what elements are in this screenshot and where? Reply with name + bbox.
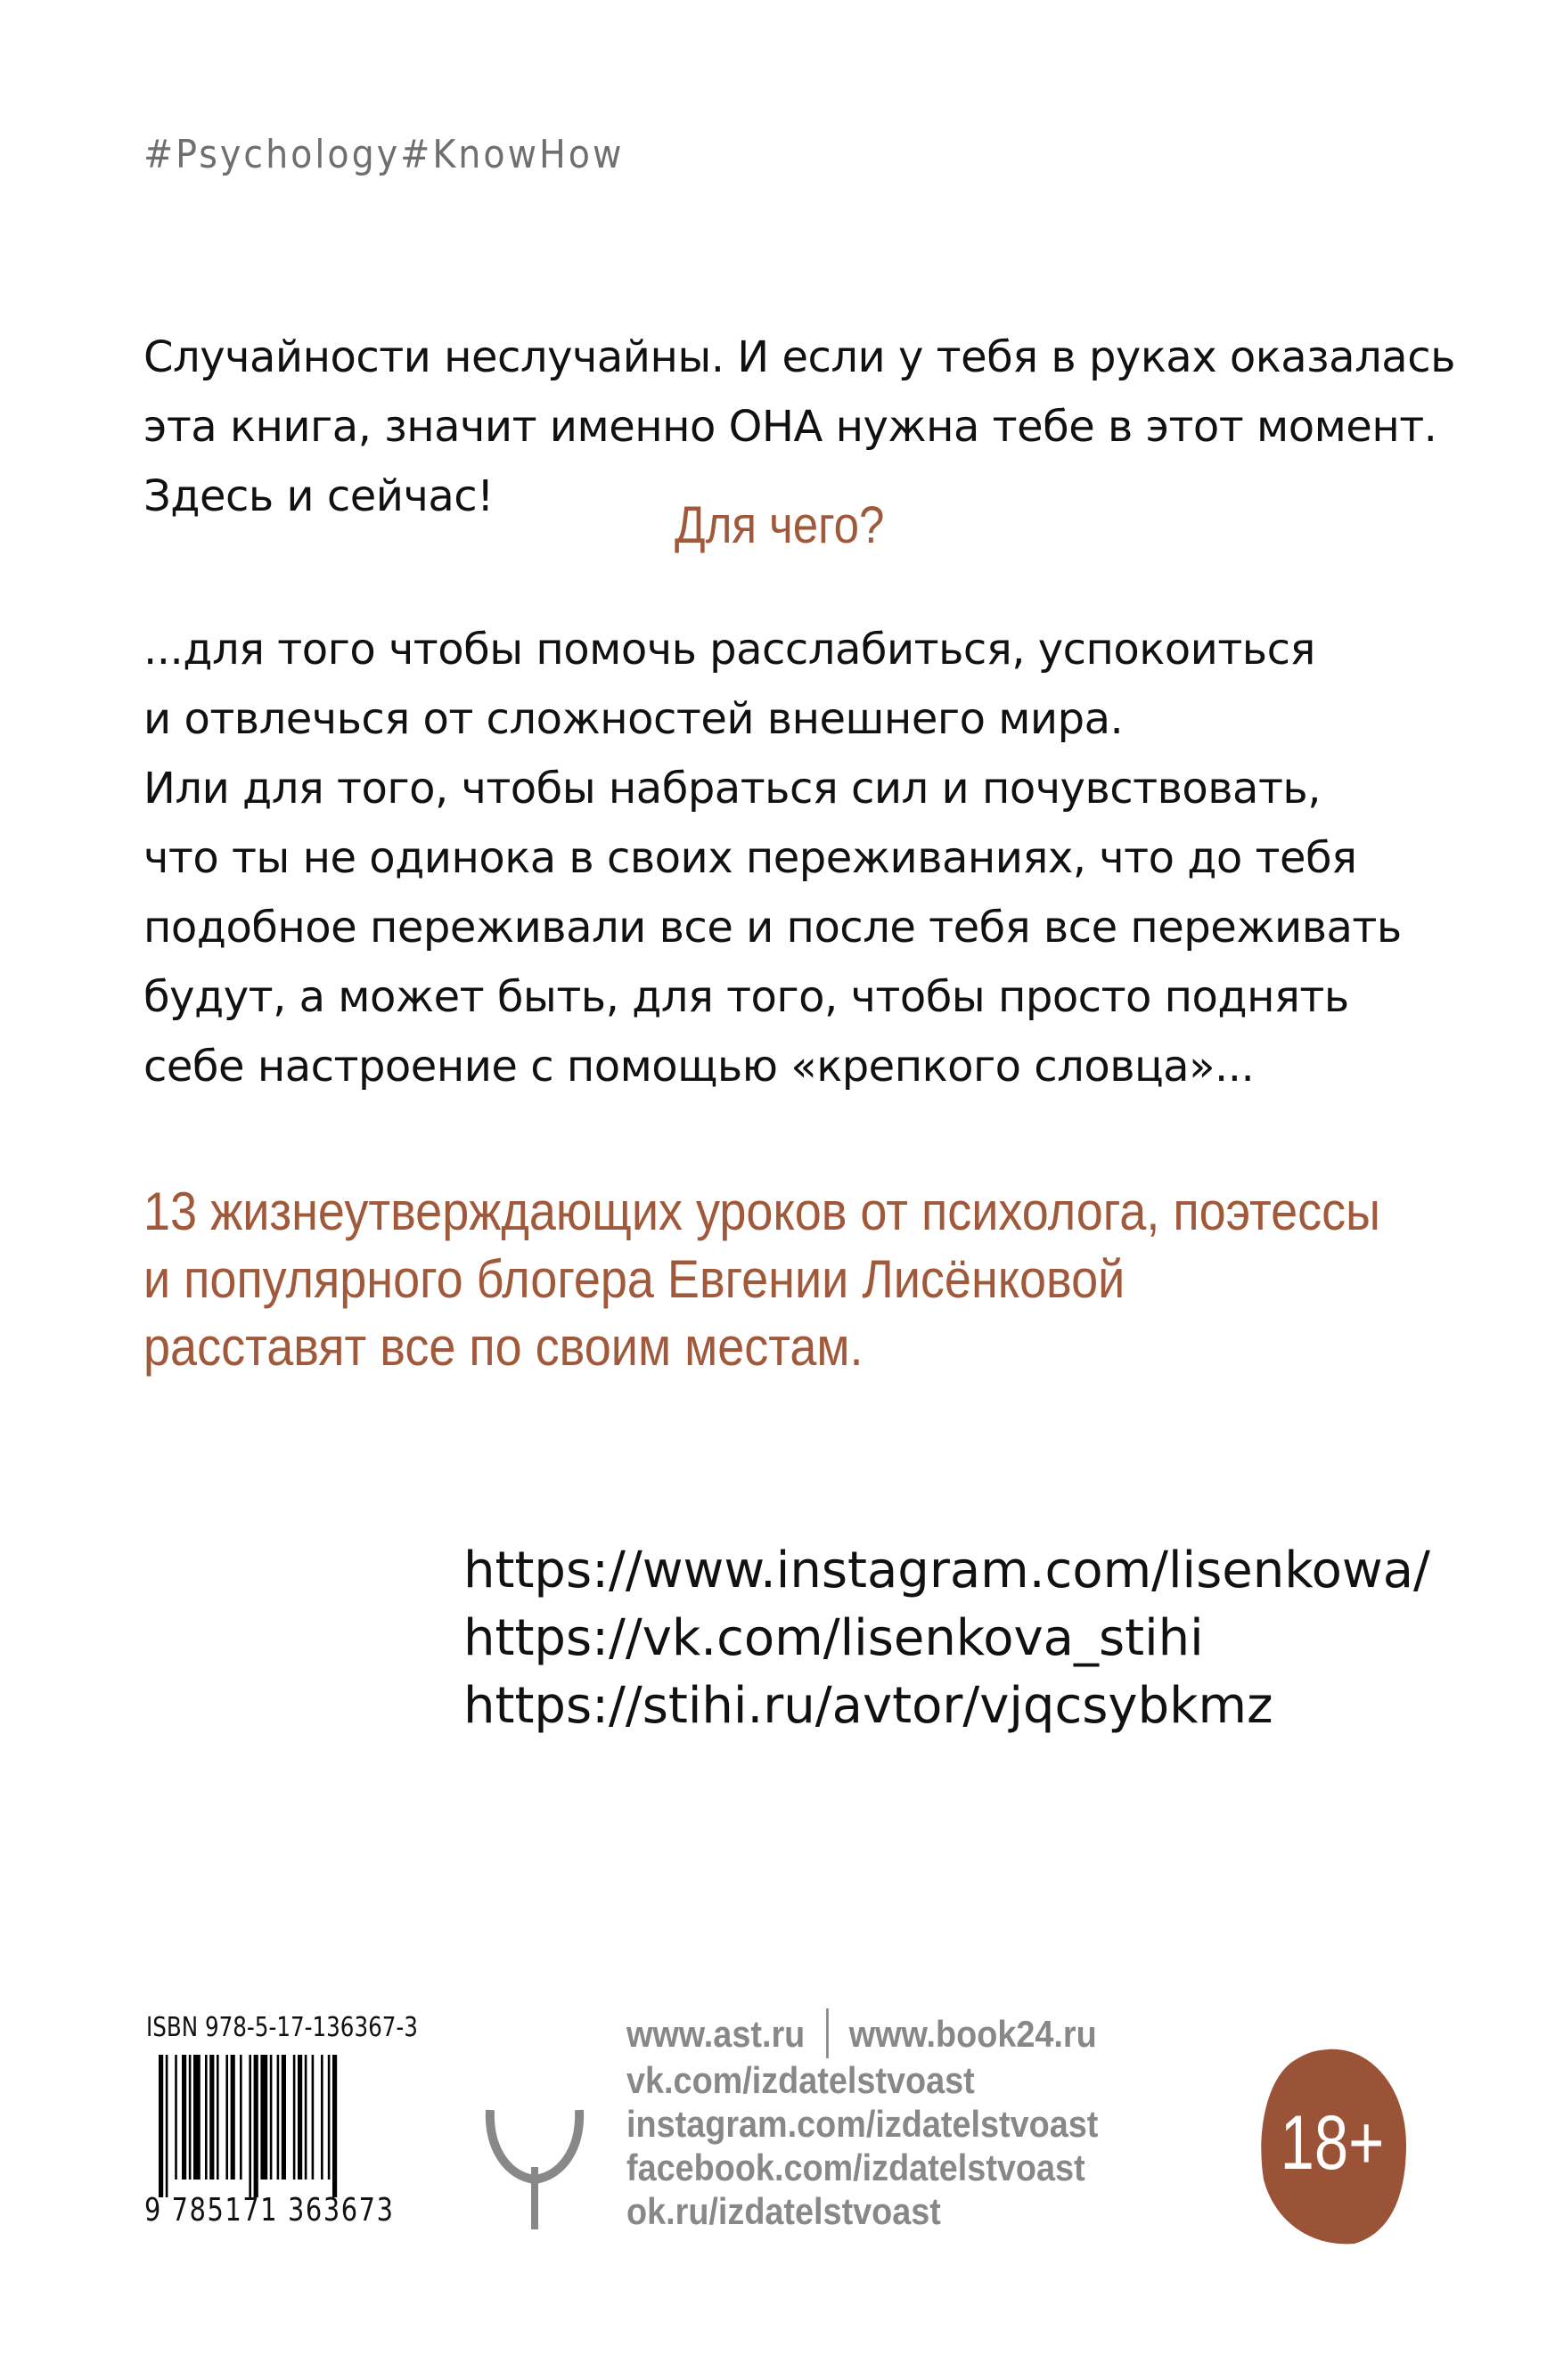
publisher-facebook-link[interactable]: facebook.com/izdatelstvoast xyxy=(626,2147,1085,2188)
barcode-bar xyxy=(321,2055,323,2180)
intro-line: Здесь и сейчас! xyxy=(143,471,494,521)
barcode xyxy=(159,2055,426,2197)
barcode-bar xyxy=(332,2055,337,2197)
promo-line: 13 жизнеутверждающих уроков от психолога, поэтессы xyxy=(143,1182,1380,1241)
barcode-bar xyxy=(270,2055,273,2180)
answer-line: себе настроение с помощью «крепкого словца»... xyxy=(143,1042,1255,1092)
why-heading: Для чего? xyxy=(675,496,885,554)
promo-paragraph xyxy=(143,1178,1380,1381)
age-rating: 18+ xyxy=(1280,2100,1385,2186)
barcode-bar xyxy=(277,2055,280,2180)
intro-line: эта книга, значит именно ОНА нужна тебе в этот момент. xyxy=(143,402,1437,452)
barcode-bar xyxy=(305,2055,307,2180)
answer-line: и отвлечься от сложностей внешнего мира. xyxy=(143,694,1124,744)
barcode-bar xyxy=(225,2055,228,2180)
barcode-bar xyxy=(209,2055,214,2180)
barcode-bar xyxy=(182,2055,186,2180)
barcode-bar xyxy=(231,2055,235,2180)
answer-line: будут, а может быть, для того, чтобы просто поднять xyxy=(143,972,1349,1022)
barcode-bar xyxy=(175,2055,177,2180)
publisher-links xyxy=(626,2008,1098,2233)
barcode-bar xyxy=(159,2055,163,2197)
barcode-bar xyxy=(189,2055,192,2180)
answer-line: Или для того, чтобы набраться сил и почувствовать, xyxy=(143,764,1321,814)
barcode-bar xyxy=(254,2055,258,2197)
divider xyxy=(826,2008,829,2058)
book24-site-link[interactable]: www.book24.ru xyxy=(848,2012,1097,2055)
publisher-psi-logo-icon xyxy=(481,2105,588,2229)
barcode-bar xyxy=(312,2055,315,2180)
barcode-bar xyxy=(282,2055,286,2180)
answer-line: что ты не одинока в своих переживаниях, что до тебя xyxy=(143,833,1357,883)
barcode-bar xyxy=(166,2055,168,2197)
barcode-bar xyxy=(217,2055,219,2180)
barcode-bar xyxy=(240,2055,242,2180)
intro-line: Случайности неслучайны. И если у тебя в руках оказалась xyxy=(143,332,1455,382)
answer-paragraph xyxy=(143,615,1445,1101)
instagram-link[interactable]: https://www.instagram.com/lisenkowa/ xyxy=(463,1542,1430,1599)
answer-line: подобное переживали все и после тебя все переживать xyxy=(143,903,1402,953)
barcode-bar xyxy=(293,2055,296,2180)
publisher-vk-link[interactable]: vk.com/izdatelstvoast xyxy=(626,2059,975,2101)
barcode-bar xyxy=(298,2055,302,2180)
author-links xyxy=(463,1537,1430,1740)
publisher-ok-link[interactable]: ok.ru/izdatelstvoast xyxy=(626,2190,941,2232)
answer-line: ...для того чтобы помочь расслабиться, успокоиться xyxy=(143,625,1315,675)
promo-line: расставят все по своим местам. xyxy=(143,1317,864,1377)
promo-line: и популярного блогера Евгении Лисёнковой xyxy=(143,1249,1125,1309)
barcode-bar xyxy=(260,2055,267,2180)
stihi-link[interactable]: https://stihi.ru/avtor/vjqcsybkmz xyxy=(463,1677,1273,1735)
vk-link[interactable]: https://vk.com/lisenkova_stihi xyxy=(463,1609,1204,1667)
barcode-bar xyxy=(249,2055,251,2197)
hashtags: #Psychology#KnowHow xyxy=(143,132,625,177)
barcode-bar xyxy=(205,2055,208,2180)
barcode-digits: 9 785171 363673 xyxy=(144,2192,395,2229)
publisher-instagram-link[interactable]: instagram.com/izdatelstvoast xyxy=(626,2103,1099,2145)
ast-site-link[interactable]: www.ast.ru xyxy=(626,2012,806,2055)
barcode-bar xyxy=(328,2055,331,2180)
barcode-bar xyxy=(193,2055,201,2180)
isbn: ISBN 978-5-17-136367-3 xyxy=(146,2012,418,2043)
